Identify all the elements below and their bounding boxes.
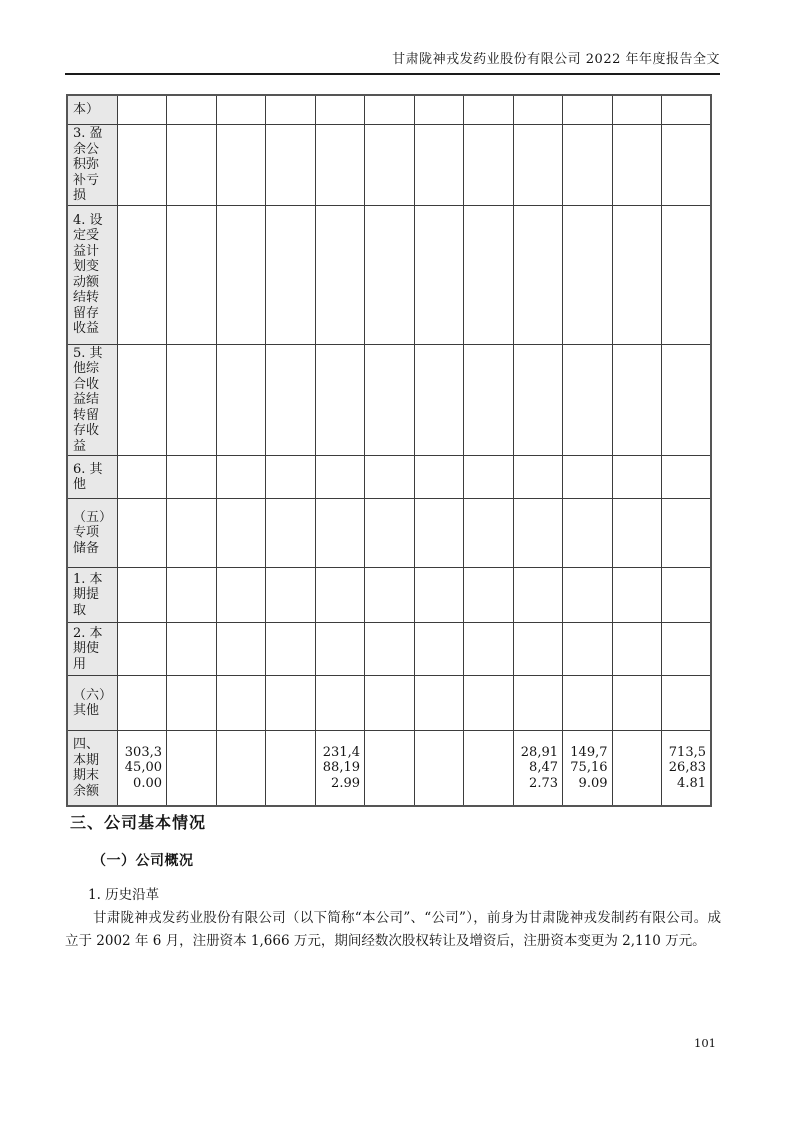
table-value-cell [167, 499, 217, 568]
table-row [67, 499, 711, 568]
table-value-cell [266, 95, 316, 125]
table-value-cell [117, 95, 167, 125]
table-value-cell [315, 676, 365, 731]
table-value-cell [662, 568, 712, 623]
table-value-cell [513, 456, 563, 499]
table-value-cell [365, 205, 415, 344]
table-value-cell [117, 205, 167, 344]
table-value-cell [365, 125, 415, 206]
table-row [67, 676, 711, 731]
row-label-cell: 6. 其他 [67, 456, 117, 499]
table-value-cell [216, 676, 266, 731]
table-value-cell [266, 344, 316, 456]
table-value-cell [612, 568, 662, 623]
table-value-cell [117, 125, 167, 206]
table-value-cell [216, 344, 266, 456]
table-row [67, 568, 711, 623]
table-value-cell [216, 456, 266, 499]
table-value-cell: 149,775,169.09 [563, 731, 613, 807]
table-value-cell [216, 731, 266, 807]
table-row [67, 623, 711, 676]
table-value-cell [365, 623, 415, 676]
row-label-cell: 本） [67, 95, 117, 125]
table-value-cell [365, 568, 415, 623]
subheading-history: 1. 历史沿革 [88, 887, 160, 903]
table-value-cell [167, 205, 217, 344]
table-value-cell [563, 95, 613, 125]
row-label-cell: 5. 其他综合收益结转留存收益 [67, 344, 117, 456]
table-value-cell [167, 731, 217, 807]
table-value-cell [216, 95, 266, 125]
table-value-cell [117, 344, 167, 456]
table-row [67, 125, 711, 206]
table-value-cell [513, 205, 563, 344]
table-value-cell [464, 499, 514, 568]
table-value-cell [315, 456, 365, 499]
table-value-cell [117, 623, 167, 676]
table-value-cell [266, 125, 316, 206]
table-value-cell [563, 205, 613, 344]
table-value-cell [563, 568, 613, 623]
table-value-cell [216, 568, 266, 623]
table-value-cell [315, 95, 365, 125]
table-value-cell [414, 568, 464, 623]
table-value-cell [167, 568, 217, 623]
table-value-cell [513, 95, 563, 125]
table-value-cell [414, 676, 464, 731]
table-value-cell [662, 676, 712, 731]
table-row [67, 731, 711, 807]
table-value-cell [464, 205, 514, 344]
table-value-cell [365, 499, 415, 568]
section-heading-company-basic-info: 三、公司基本情况 [70, 813, 207, 832]
table-value-cell [315, 344, 365, 456]
table-value-cell [216, 499, 266, 568]
table-row [67, 95, 711, 125]
table-value-cell [315, 499, 365, 568]
table-value-cell [563, 499, 613, 568]
table-value-cell [414, 456, 464, 499]
table-value-cell: 231,488,192.99 [315, 731, 365, 807]
table-value-cell [563, 344, 613, 456]
table-value-cell [464, 568, 514, 623]
table-value-cell [117, 499, 167, 568]
table-value-cell [414, 499, 464, 568]
table-value-cell [117, 456, 167, 499]
table-value-cell [513, 125, 563, 206]
table-value-cell [167, 676, 217, 731]
table-value-cell [167, 456, 217, 499]
table-value-cell [414, 95, 464, 125]
table-value-cell [365, 95, 415, 125]
table-value-cell [266, 205, 316, 344]
table-value-cell [365, 456, 415, 499]
table-value-cell [365, 731, 415, 807]
table-value-cell [216, 125, 266, 206]
row-label-cell: （六）其他 [67, 676, 117, 731]
table-value-cell [315, 205, 365, 344]
table-value-cell [563, 456, 613, 499]
table-row [67, 344, 711, 456]
table-value-cell: 713,526,834.81 [662, 731, 712, 807]
table-value-cell [464, 125, 514, 206]
table-value-cell [662, 623, 712, 676]
table-value-cell [167, 125, 217, 206]
table-value-cell [315, 568, 365, 623]
table-value-cell [563, 623, 613, 676]
table-value-cell [266, 568, 316, 623]
table-value-cell [266, 623, 316, 676]
table-value-cell [662, 344, 712, 456]
table-value-cell [513, 676, 563, 731]
table-value-cell [513, 568, 563, 623]
table-value-cell [612, 499, 662, 568]
table-value-cell [414, 205, 464, 344]
table-value-cell [513, 623, 563, 676]
table-value-cell [662, 456, 712, 499]
table-value-cell [167, 344, 217, 456]
table-value-cell [167, 623, 217, 676]
table-value-cell [315, 125, 365, 206]
row-label-cell: 2. 本期使用 [67, 623, 117, 676]
table-value-cell [216, 205, 266, 344]
table-value-cell [365, 344, 415, 456]
table-value-cell [266, 676, 316, 731]
table-value-cell [464, 676, 514, 731]
table-value-cell [662, 125, 712, 206]
table-value-cell [612, 731, 662, 807]
row-label-cell: 四、本期期末余额 [67, 731, 117, 807]
table-value-cell [464, 344, 514, 456]
table-value-cell [266, 731, 316, 807]
table-value-cell [414, 125, 464, 206]
table-value-cell [117, 568, 167, 623]
table-value-cell [563, 676, 613, 731]
table-value-cell [612, 125, 662, 206]
equity-table-body [67, 95, 711, 806]
table-value-cell [414, 731, 464, 807]
table-value-cell [662, 95, 712, 125]
table-value-cell [266, 456, 316, 499]
table-value-cell [612, 344, 662, 456]
table-value-cell [612, 95, 662, 125]
table-value-cell: 28,918,472.73 [513, 731, 563, 807]
page-number: 101 [694, 1036, 716, 1050]
table-value-cell [117, 676, 167, 731]
table-value-cell [167, 95, 217, 125]
table-value-cell [662, 499, 712, 568]
equity-changes-table [66, 94, 712, 807]
table-value-cell [662, 205, 712, 344]
table-value-cell [563, 125, 613, 206]
table-value-cell [266, 499, 316, 568]
row-label-cell: 4. 设定受益计划变动额结转留存收益 [67, 205, 117, 344]
row-label-cell: 3. 盈余公积弥补亏损 [67, 125, 117, 206]
table-row [67, 205, 711, 344]
history-paragraph: 甘肃陇神戎发药业股份有限公司（以下简称“本公司”、“公司”），前身为甘肃陇神戎发制药有限公司。成立于 2002 年 6 月，注册资本 1,666 万元，期间经数次股权转让及增资后，注册资本变更为 2,110 万元。 [65, 910, 721, 949]
table-value-cell [216, 623, 266, 676]
subsection-heading-company-overview: （一）公司概况 [92, 853, 194, 869]
table-value-cell [612, 623, 662, 676]
table-value-cell [464, 623, 514, 676]
row-label-cell: 1. 本期提取 [67, 568, 117, 623]
table-row [67, 456, 711, 499]
table-value-cell [612, 205, 662, 344]
table-value-cell [464, 95, 514, 125]
table-value-cell [414, 344, 464, 456]
table-value-cell [315, 623, 365, 676]
table-value-cell [414, 623, 464, 676]
document-header-title: 甘肃陇神戎发药业股份有限公司 2022 年年度报告全文 [65, 48, 720, 75]
table-value-cell: 303,345,000.00 [117, 731, 167, 807]
table-value-cell [464, 456, 514, 499]
table-value-cell [612, 456, 662, 499]
table-value-cell [513, 499, 563, 568]
row-label-cell: （五）专项储备 [67, 499, 117, 568]
table-value-cell [513, 344, 563, 456]
table-value-cell [464, 731, 514, 807]
table-value-cell [612, 676, 662, 731]
table-value-cell [365, 676, 415, 731]
